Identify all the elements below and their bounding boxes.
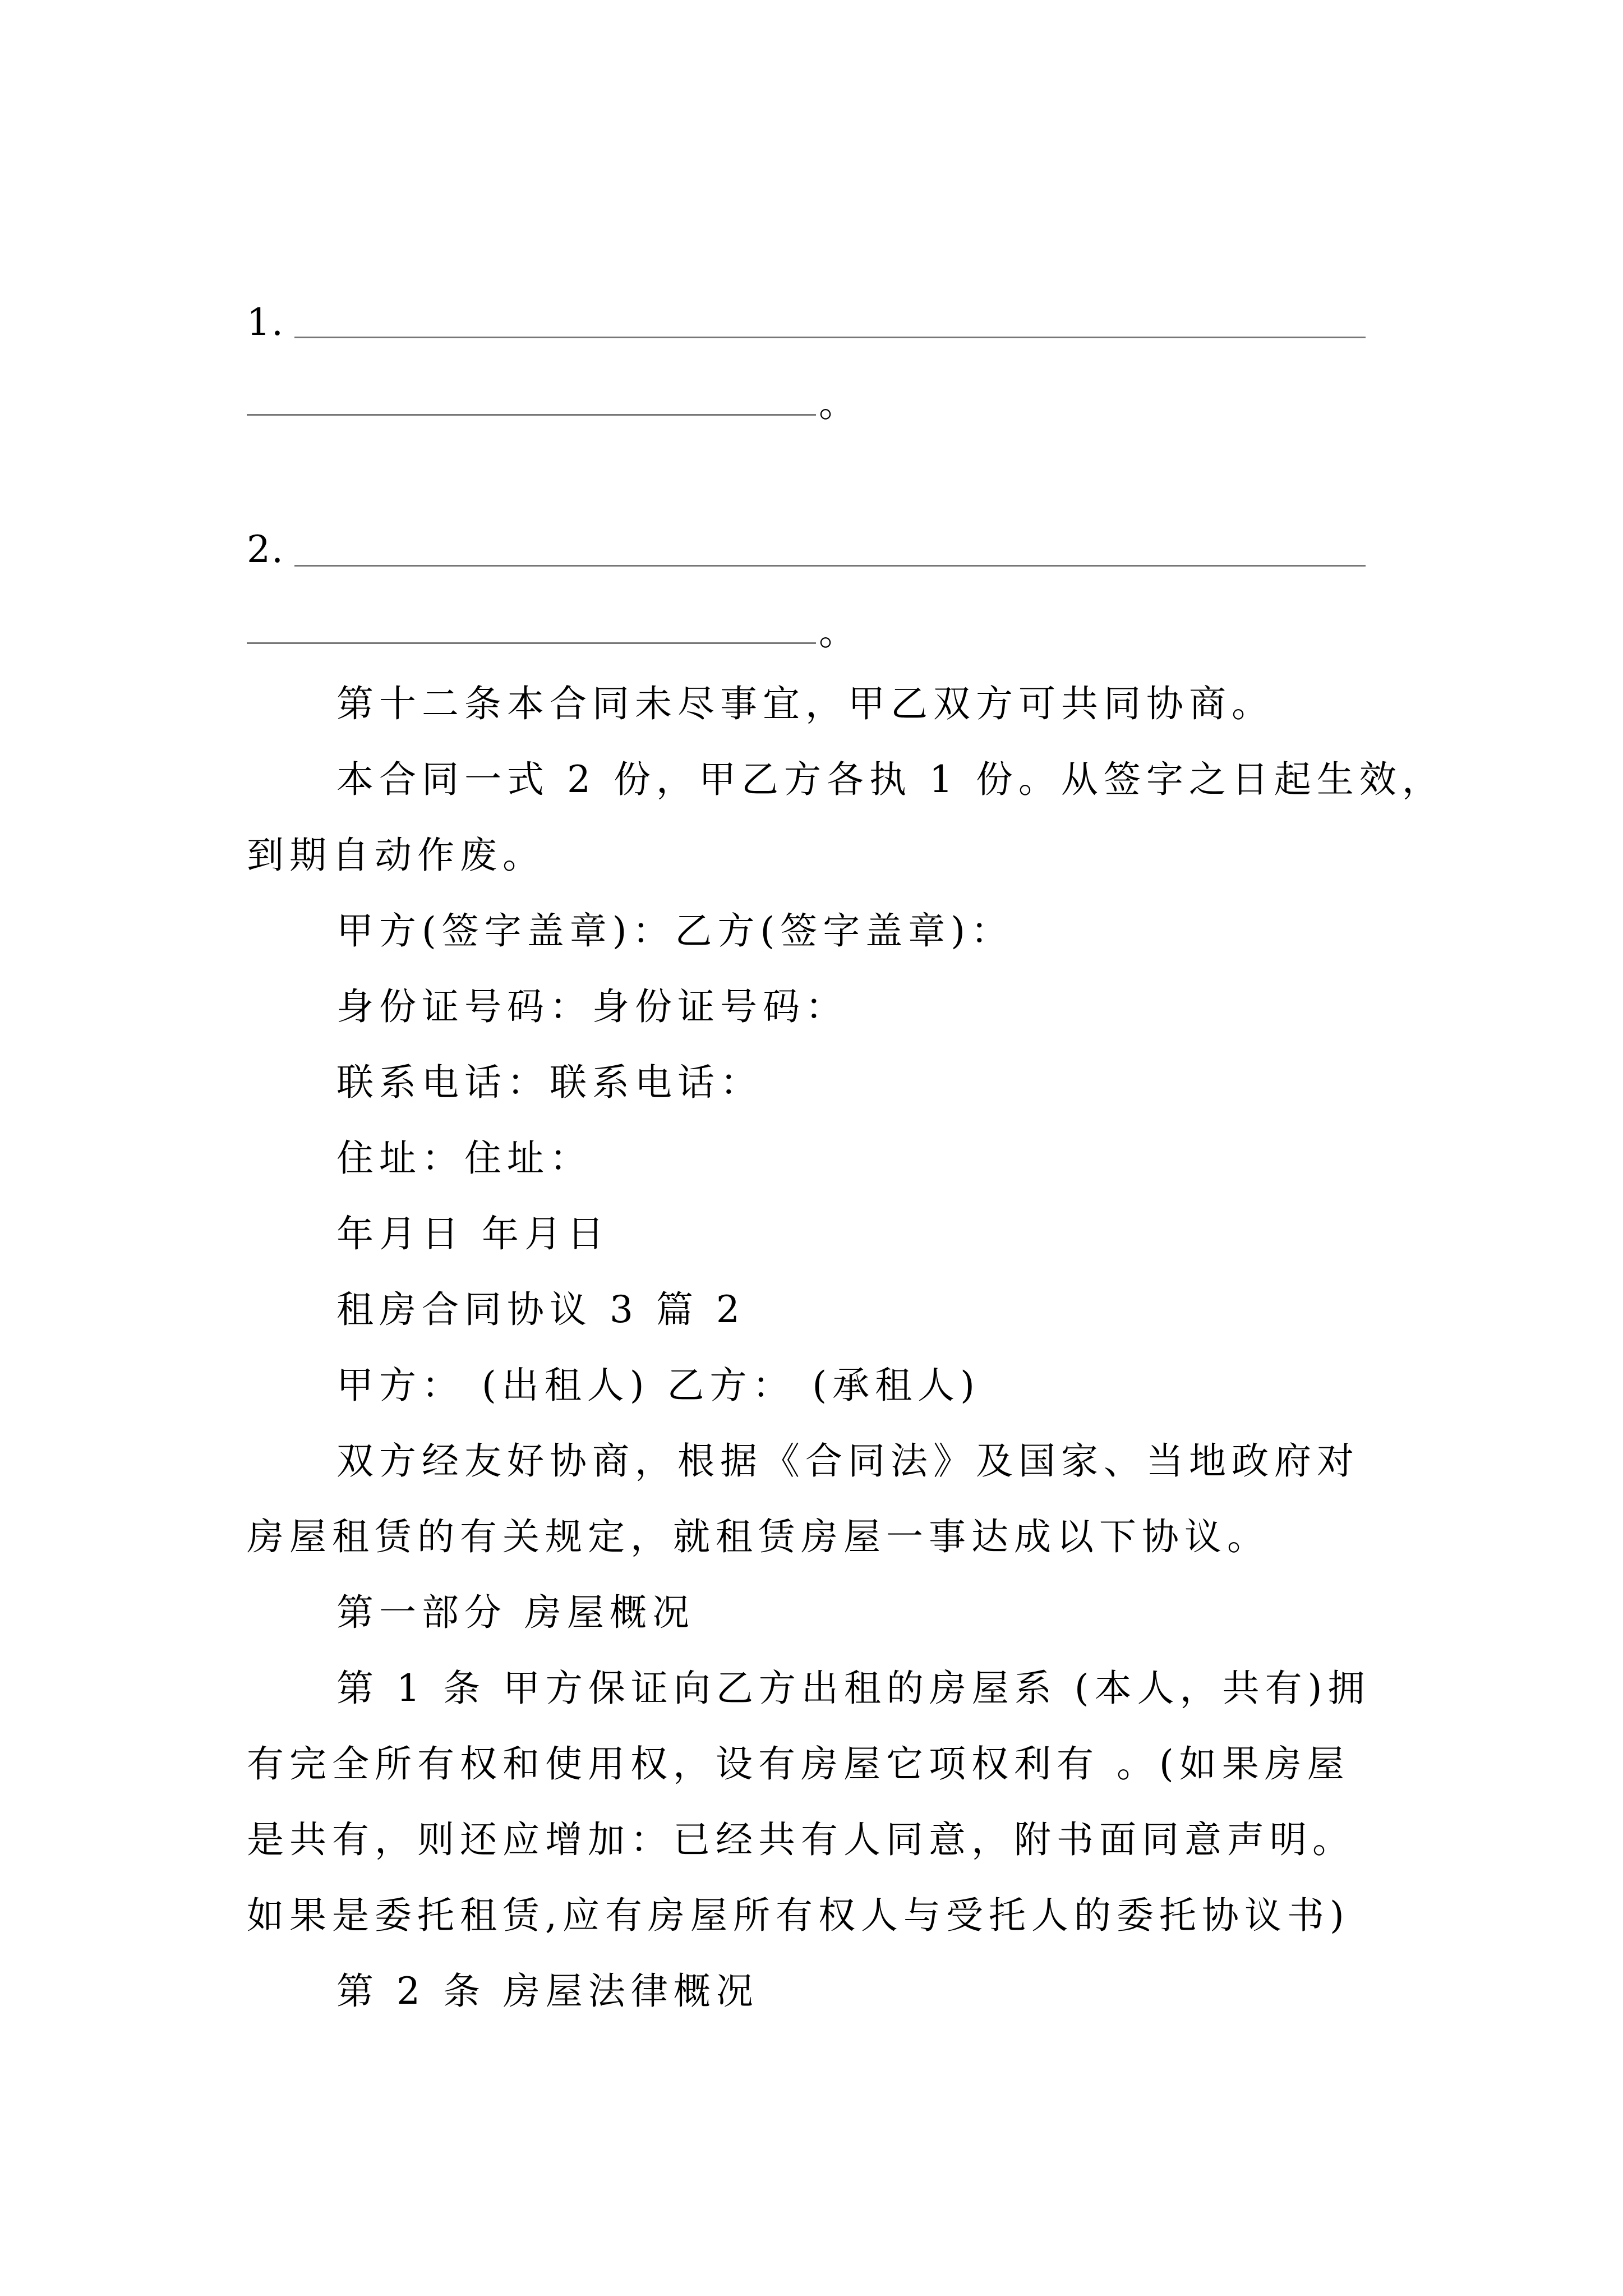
article-12-text: 第十二条本合同未尽事宜，甲乙双方可共同协商。	[336, 682, 1274, 725]
date-line: 年月日 年月日	[336, 1212, 610, 1255]
copies-text-line-1: 本合同一式 2 份，甲乙方各执 1 份。从签字之日起生效，	[336, 758, 1445, 801]
phone-line: 联系电话：联系电话：	[336, 1061, 763, 1104]
item-1-blank-line-1	[294, 337, 1366, 338]
article-1-line-2: 有完全所有权和使用权，设有房屋它项权利有 。(如果房屋	[247, 1742, 1350, 1786]
copies-text-line-2: 到期自动作废。	[247, 834, 545, 877]
article-2-heading: 第 2 条 房屋法律概况	[336, 1970, 759, 2013]
article-1-line-3: 是共有，则还应增加：已经共有人同意，附书面同意声明。	[247, 1818, 1355, 1861]
article-1-line-1: 第 1 条 甲方保证向乙方出租的房屋系 (本人，共有)拥	[336, 1667, 1371, 1710]
intro-text-line-1: 双方经友好协商，根据《合同法》及国家、当地政府对	[336, 1439, 1359, 1483]
item-2-blank-line-2	[247, 642, 816, 644]
item-1-blank-line-2	[247, 414, 816, 416]
id-number-line: 身份证号码：身份证号码：	[336, 985, 848, 1028]
parties-line: 甲方： (出租人) 乙方： (承租人)	[336, 1364, 980, 1407]
address-line: 住址：住址：	[336, 1137, 592, 1180]
item-2-number: 2.	[247, 528, 284, 571]
article-1-line-4: 如果是委托租赁,应有房屋所有权人与受托人的委托协议书)	[247, 1894, 1350, 1937]
section-title: 租房合同协议 3 篇 2	[336, 1288, 745, 1331]
part-1-heading: 第一部分 房屋概况	[336, 1591, 695, 1634]
item-2-period: 。	[819, 610, 856, 654]
item-1-number: 1.	[247, 301, 284, 344]
signature-line: 甲方(签字盖章)：乙方(签字盖章)：	[336, 909, 1013, 953]
intro-text-line-2: 房屋租赁的有关规定，就租赁房屋一事达成以下协议。	[247, 1515, 1270, 1558]
item-1-period: 。	[819, 382, 856, 425]
item-2-blank-line-1	[294, 565, 1366, 567]
